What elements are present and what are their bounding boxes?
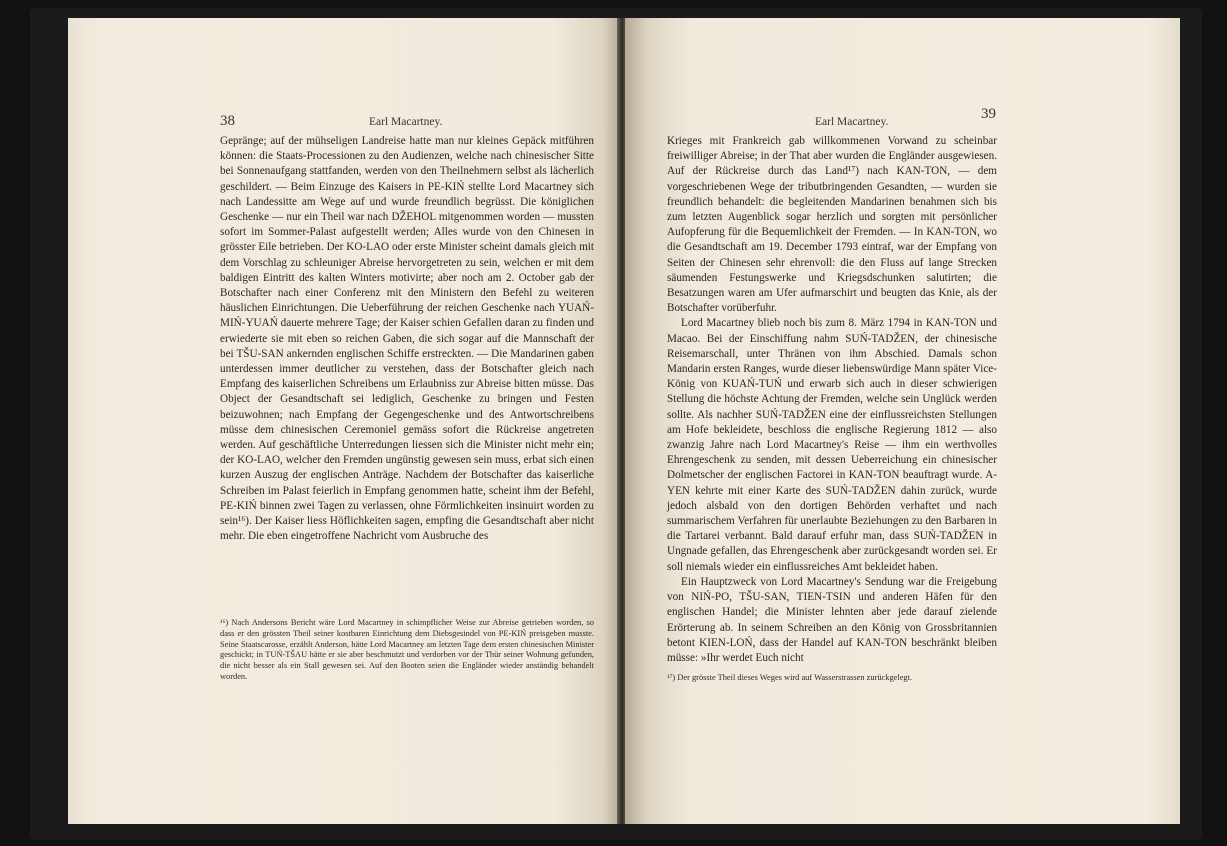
left-page	[68, 18, 619, 824]
right-paragraph-3: Ein Hauptzweck von Lord Macartney's Sendung war die Freigebung von NIŃ-PO, TŠU-SAN, TIEN-TSIN und anderen Häfen für den englischen Handel; die Minister lehnten aber jede darauf zielende Erörterung ab. In seinem Schreiben an den König von Grossbritannien betont KIEN-LOŃ, dass der Handel auf KAN-TON beschränkt bleiben müsse: »Ihr werdet Euch nicht	[667, 575, 997, 664]
running-head-right: Earl Macartney.	[815, 116, 889, 128]
right-paragraph-1: Krieges mit Frankreich gab willkommenen Vorwand zu scheinbar freiwilliger Abreise; in der That aber wurden die Engländer ausgewiesen. Auf der Rückreise durch das Land¹⁷) nach KAN-TON, — dem vorgeschriebenen Wege der tributbringenden Gesandten, — wurden sie freundlich behandelt: die begleitenden Mandarinen benahmen sich bis zum letzten Augenblick sogar herzlich und sorgten mit persönlicher Aufopferung für die Bequemlichkeit der Fremden. — In KAN-TON, wo die Gesandtschaft am 19. December 1793 eintraf, war der Empfang von Seiten der Chinesen sehr ehrenvoll: die den Fluss auf lange Strecken säumenden Festungswerke und Kriegsdschunken salutirten; die Besatzungen waren am Ufer aufmarschirt und beugten das Knie, als der Botschafter vorüberfuhr.	[667, 135, 997, 315]
right-footnote: ¹⁷) Der grösste Theil dieses Weges wird auf Wasserstrassen zurückgelegt.	[667, 673, 913, 682]
left-paragraph-1: Gepränge; auf der mühseligen Landreise hatte man nur kleines Gepäck mitführen können: die Staats-Processionen zu den Audienzen, welche nach chinesischer Sitte bei Sonnenaufgang stattfanden, werden von den Theilnehmern selbst als lächerlich geschildert. — Beim Einzuge des Kaisers in PE-KIŃ stellte Lord Macartney sich nach Landessitte am Wege auf und wurde freundlich begrüsst. Die königlichen Geschenke — nur ein Theil war nach DŽEHOL mitgenommen worden — mussten sofort im Sommer-Palast aufgestellt werden; Alles wurde von den Chinesen in grösster Eile betrieben. Der KO-LAO oder erste Minister scheint damals gleich mit dem Vorschlag zu schleuniger Abreise hervorgetreten zu sein, welchen er mit dem baldigen Eintritt des kalten Winters motivirte; aber noch am 2. October gab der Botschafter nach einer Conferenz mit den Ministern den Befehl zu weiteren häuslichen Einrichtungen. Die Ueberführung der reichen Geschenke nach YUAŃ-MIŃ-YUAŃ dauerte mehrere Tage; der Kaiser schien Gefallen daran zu finden und erwiederte sie mit eben so reichen Gaben, die sich sogar auf die Mannschaft der bei TŠU-SAN ankernden englischen Schiffe erstreckten. — Die Mandarinen gaben unterdessen immer deutlicher zu verstehen, dass der Botschafter gleich nach Empfang des kaiserlichen Schreibens um Erlaubniss zur Abreise bitten müsse. Das Object der Gesandtschaft sei lediglich, Geschenke zu bringen und Festen beizuwohnen; nach Empfang der Gegengeschenke und des Antwortschreibens müsse dem chinesischen Ceremoniel gemäss sofort die Rückreise angetreten werden. Auf geschäftliche Unterredungen liessen sich die Minister nicht mehr ein; der KO-LAO, welcher den Fremden ungünstig gewesen sein muss, erbat sich einen kurzen Auszug der englischen Anträge. Nachdem der Botschafter das kaiserliche Schreiben im Palast feierlich in Empfang genommen hatte, scheint ihm der Befehl, PE-KIŃ binnen zwei Tagen zu verlassen, ohne Förmlichkeiten insinuirt worden zu sein¹⁶). Der Kaiser liess Höflichkeiten sagen, empfing die Gesandtschaft aber nicht mehr. Die eben eingetroffene Nachricht vom Ausbruche des	[220, 135, 594, 543]
left-footnote: ¹⁶) Nach Andersons Bericht wäre Lord Macartney in schimpflicher Weise zur Abreise getrieben worden, so dass er den grössten Theil seiner kostbaren Einrichtung dem Diebsgesindel von PE-KIŃ preisgeben musste. Seine Staatscarosse, erzählt Anderson, hätte Lord Macartney am letzten Tage dem ersten chinesischen Minister geschickt; in TUŃ-TŠAU hätte er sie aber beschmutzt und verdorben vor der Thür seiner Wohnung gefunden, die nicht besser als ein Stall gewesen sei. Auf den Booten seien die Engländer wieder anständig behandelt worden.	[220, 618, 594, 681]
right-page	[625, 18, 1180, 824]
right-body-text	[667, 134, 997, 666]
left-body-text	[220, 134, 594, 544]
page-number-left: 38	[220, 113, 235, 129]
running-head-left: Earl Macartney.	[369, 116, 443, 128]
page-number-right: 39	[981, 106, 996, 122]
right-paragraph-2: Lord Macartney blieb noch bis zum 8. März 1794 in KAN-TON und Macao. Bei der Einschiffung nahm SUŃ-TADŽEN, der chinesische Reisemarschall, unter Thränen von ihm Abschied. Damals schon Mandarin ersten Ranges, wurde dieser liebenswürdige Mann später Vice-König von KUAŃ-TUŃ und erwarb sich auch in dieser schwierigen Stellung die höchste Achtung der Fremden, welche sein Unglück werden sollte. Als nachher SUŃ-TADŽEN eine der einflussreichsten Stellungen am Hofe bekleidete, beschloss die englische Regierung 1812 — also zwanzig Jahre nach Lord Macartney's Reise — ihm ein werthvolles Ehrengeschenk zu senden, mit dessen Ueberreichung ein chinesischer Dolmetscher der englischen Factorei in KAN-TON beauftragt wurde. A-YEN kehrte mit einer Karte des SUŃ-TADŽEN dahin zurück, wurde jedoch alsbald von den dortigen Behörden verhaftet und nach summarischem Verfahren für unerlaubte Beziehungen zu den Barbaren in die Tartarei verbannt. Bald darauf erfuhr man, dass SUŃ-TADŽEN in Ungnade gefallen, das Ehrengeschenk aber zurückgesandt worden sei. Er soll niemals wieder ein einflussreiches Amt bekleidet haben.	[667, 317, 997, 573]
